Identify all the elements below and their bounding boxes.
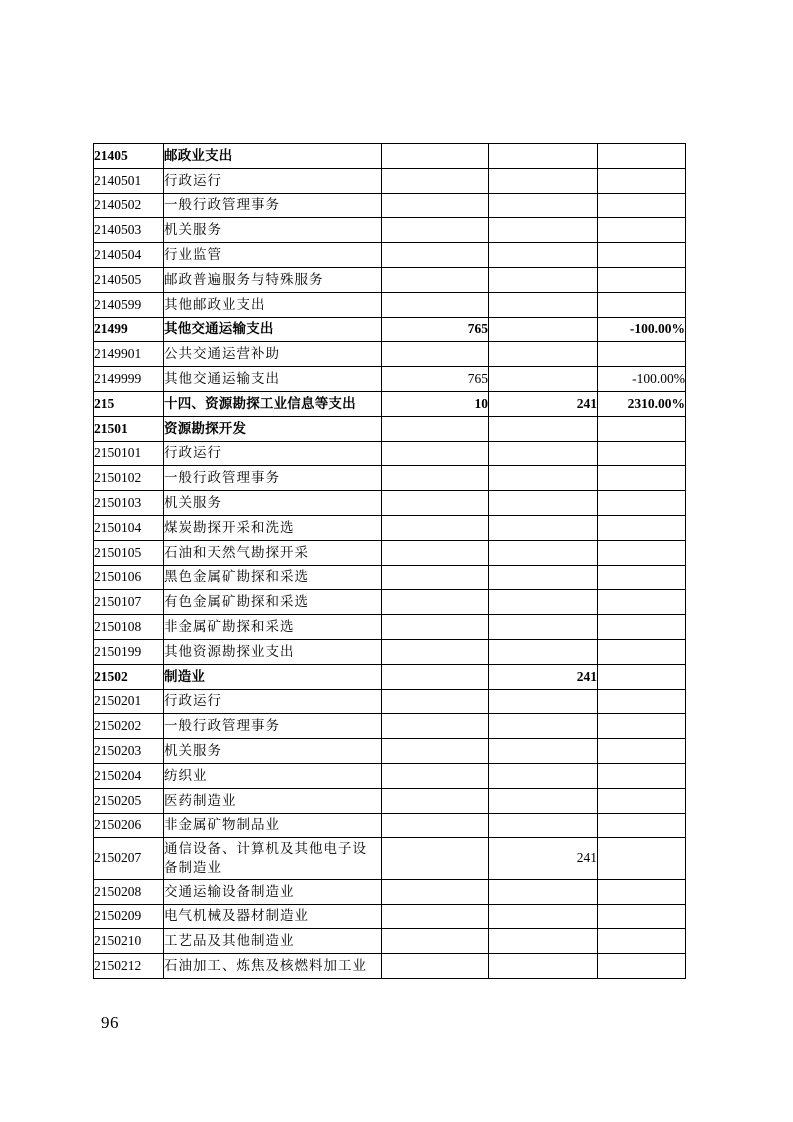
- change-pct-cell: [598, 615, 686, 640]
- name-cell: 非金属矿物制品业: [164, 813, 382, 838]
- change-pct-cell: [598, 243, 686, 268]
- table-row: [94, 664, 686, 689]
- name-cell: 行业监管: [164, 243, 382, 268]
- amount-curr-cell: [489, 193, 598, 218]
- change-pct-cell: [598, 813, 686, 838]
- amount-prev-cell: [382, 144, 489, 169]
- table-row: [94, 540, 686, 565]
- table-row: [94, 491, 686, 516]
- amount-curr-cell: [489, 714, 598, 739]
- name-cell: 行政运行: [164, 689, 382, 714]
- amount-curr-cell: [489, 515, 598, 540]
- name-cell: 一般行政管理事务: [164, 466, 382, 491]
- name-cell: 行政运行: [164, 441, 382, 466]
- change-pct-cell: [598, 540, 686, 565]
- code-cell: 2140505: [94, 267, 164, 292]
- code-cell: 2140501: [94, 168, 164, 193]
- name-cell: 其他资源勘探业支出: [164, 639, 382, 664]
- code-cell: 21502: [94, 664, 164, 689]
- table-row: [94, 714, 686, 739]
- amount-curr-cell: [489, 342, 598, 367]
- code-cell: 2150108: [94, 615, 164, 640]
- change-pct-cell: [598, 639, 686, 664]
- table-row: [94, 292, 686, 317]
- code-cell: 2150202: [94, 714, 164, 739]
- table-row: [94, 739, 686, 764]
- code-cell: 2140504: [94, 243, 164, 268]
- code-cell: 21405: [94, 144, 164, 169]
- amount-curr-cell: [489, 416, 598, 441]
- change-pct-cell: 2310.00%: [598, 391, 686, 416]
- code-cell: 2150210: [94, 929, 164, 954]
- name-cell: 公共交通运营补助: [164, 342, 382, 367]
- amount-prev-cell: [382, 813, 489, 838]
- amount-prev-cell: [382, 441, 489, 466]
- code-cell: 2150199: [94, 639, 164, 664]
- amount-prev-cell: [382, 267, 489, 292]
- table-row: [94, 416, 686, 441]
- table-row: [94, 515, 686, 540]
- amount-curr-cell: [489, 615, 598, 640]
- name-cell: 石油加工、炼焦及核燃料加工业: [164, 954, 382, 979]
- amount-prev-cell: [382, 639, 489, 664]
- table-row: [94, 342, 686, 367]
- amount-curr-cell: 241: [489, 391, 598, 416]
- amount-prev-cell: [382, 788, 489, 813]
- amount-curr-cell: [489, 540, 598, 565]
- name-cell: 其他邮政业支出: [164, 292, 382, 317]
- amount-curr-cell: [489, 565, 598, 590]
- change-pct-cell: [598, 144, 686, 169]
- change-pct-cell: [598, 664, 686, 689]
- amount-prev-cell: [382, 416, 489, 441]
- amount-curr-cell: [489, 590, 598, 615]
- amount-prev-cell: [382, 689, 489, 714]
- amount-curr-cell: [489, 739, 598, 764]
- change-pct-cell: [598, 763, 686, 788]
- table-row: [94, 954, 686, 979]
- change-pct-cell: [598, 441, 686, 466]
- code-cell: 2149901: [94, 342, 164, 367]
- amount-curr-cell: [489, 813, 598, 838]
- amount-prev-cell: [382, 929, 489, 954]
- amount-prev-cell: [382, 739, 489, 764]
- name-cell: 资源勘探开发: [164, 416, 382, 441]
- change-pct-cell: [598, 491, 686, 516]
- amount-curr-cell: [489, 954, 598, 979]
- code-cell: 2150207: [94, 838, 164, 880]
- name-cell: 交通运输设备制造业: [164, 879, 382, 904]
- table-row: [94, 441, 686, 466]
- change-pct-cell: [598, 515, 686, 540]
- change-pct-cell: [598, 954, 686, 979]
- amount-curr-cell: [489, 466, 598, 491]
- amount-prev-cell: [382, 540, 489, 565]
- change-pct-cell: [598, 904, 686, 929]
- amount-curr-cell: [489, 929, 598, 954]
- amount-curr-cell: 241: [489, 664, 598, 689]
- change-pct-cell: [598, 416, 686, 441]
- amount-curr-cell: [489, 788, 598, 813]
- change-pct-cell: [598, 218, 686, 243]
- change-pct-cell: [598, 689, 686, 714]
- amount-prev-cell: [382, 168, 489, 193]
- code-cell: 2150103: [94, 491, 164, 516]
- amount-curr-cell: [489, 904, 598, 929]
- table-row: [94, 904, 686, 929]
- code-cell: 2140503: [94, 218, 164, 243]
- amount-curr-cell: [489, 367, 598, 392]
- table-row: [94, 813, 686, 838]
- code-cell: 2140599: [94, 292, 164, 317]
- table-row: [94, 615, 686, 640]
- change-pct-cell: [598, 565, 686, 590]
- name-cell: 非金属矿勘探和采选: [164, 615, 382, 640]
- code-cell: 2150212: [94, 954, 164, 979]
- code-cell: 2150105: [94, 540, 164, 565]
- code-cell: 2150206: [94, 813, 164, 838]
- code-cell: 21499: [94, 317, 164, 342]
- table-row: [94, 193, 686, 218]
- code-cell: 2140502: [94, 193, 164, 218]
- amount-curr-cell: [489, 267, 598, 292]
- name-cell: 机关服务: [164, 218, 382, 243]
- name-cell: 医药制造业: [164, 788, 382, 813]
- code-cell: 2150204: [94, 763, 164, 788]
- change-pct-cell: [598, 879, 686, 904]
- amount-curr-cell: [489, 491, 598, 516]
- table-row: [94, 466, 686, 491]
- amount-curr-cell: [489, 441, 598, 466]
- amount-prev-cell: 765: [382, 367, 489, 392]
- name-cell: 邮政业支出: [164, 144, 382, 169]
- table-row: [94, 788, 686, 813]
- amount-prev-cell: [382, 838, 489, 880]
- code-cell: 2150205: [94, 788, 164, 813]
- change-pct-cell: [598, 838, 686, 880]
- amount-prev-cell: [382, 615, 489, 640]
- code-cell: 2150106: [94, 565, 164, 590]
- code-cell: 2150208: [94, 879, 164, 904]
- amount-curr-cell: [489, 317, 598, 342]
- table-row: [94, 267, 686, 292]
- table-row: [94, 317, 686, 342]
- change-pct-cell: [598, 342, 686, 367]
- amount-curr-cell: [489, 689, 598, 714]
- amount-prev-cell: [382, 565, 489, 590]
- amount-prev-cell: [382, 714, 489, 739]
- amount-curr-cell: [489, 218, 598, 243]
- amount-prev-cell: [382, 466, 489, 491]
- amount-curr-cell: [489, 292, 598, 317]
- amount-prev-cell: [382, 515, 489, 540]
- name-cell: 黑色金属矿勘探和采选: [164, 565, 382, 590]
- table-row: [94, 218, 686, 243]
- name-cell: 邮政普遍服务与特殊服务: [164, 267, 382, 292]
- code-cell: 2149999: [94, 367, 164, 392]
- table-row: [94, 763, 686, 788]
- change-pct-cell: [598, 466, 686, 491]
- table-row: [94, 243, 686, 268]
- table-row: [94, 689, 686, 714]
- code-cell: 2150209: [94, 904, 164, 929]
- change-pct-cell: [598, 739, 686, 764]
- budget-table: [93, 143, 686, 979]
- amount-prev-cell: [382, 590, 489, 615]
- amount-curr-cell: [489, 168, 598, 193]
- name-cell: 有色金属矿勘探和采选: [164, 590, 382, 615]
- change-pct-cell: [598, 292, 686, 317]
- table-row: [94, 639, 686, 664]
- name-cell: 一般行政管理事务: [164, 193, 382, 218]
- amount-prev-cell: [382, 491, 489, 516]
- table-row: [94, 391, 686, 416]
- code-cell: 2150107: [94, 590, 164, 615]
- code-cell: 2150101: [94, 441, 164, 466]
- table-row: [94, 929, 686, 954]
- amount-prev-cell: [382, 292, 489, 317]
- amount-prev-cell: [382, 763, 489, 788]
- name-cell: 其他交通运输支出: [164, 317, 382, 342]
- code-cell: 2150201: [94, 689, 164, 714]
- name-cell: 机关服务: [164, 491, 382, 516]
- amount-curr-cell: 241: [489, 838, 598, 880]
- table-row: [94, 168, 686, 193]
- change-pct-cell: [598, 788, 686, 813]
- amount-curr-cell: [489, 144, 598, 169]
- change-pct-cell: [598, 193, 686, 218]
- change-pct-cell: -100.00%: [598, 317, 686, 342]
- name-cell: 石油和天然气勘探开采: [164, 540, 382, 565]
- name-cell: 纺织业: [164, 763, 382, 788]
- code-cell: 2150102: [94, 466, 164, 491]
- amount-prev-cell: 765: [382, 317, 489, 342]
- table-row: [94, 144, 686, 169]
- amount-prev-cell: [382, 954, 489, 979]
- budget-table-container: [93, 143, 686, 979]
- amount-curr-cell: [489, 639, 598, 664]
- change-pct-cell: [598, 929, 686, 954]
- code-cell: 21501: [94, 416, 164, 441]
- name-cell: 制造业: [164, 664, 382, 689]
- amount-prev-cell: [382, 879, 489, 904]
- change-pct-cell: [598, 168, 686, 193]
- name-cell: 电气机械及器材制造业: [164, 904, 382, 929]
- table-row: [94, 565, 686, 590]
- name-cell: 煤炭勘探开采和洗选: [164, 515, 382, 540]
- amount-prev-cell: [382, 218, 489, 243]
- name-cell: 行政运行: [164, 168, 382, 193]
- table-row: [94, 879, 686, 904]
- change-pct-cell: [598, 590, 686, 615]
- amount-prev-cell: [382, 904, 489, 929]
- amount-curr-cell: [489, 763, 598, 788]
- amount-prev-cell: [382, 342, 489, 367]
- name-cell: 其他交通运输支出: [164, 367, 382, 392]
- amount-prev-cell: 10: [382, 391, 489, 416]
- name-cell: 机关服务: [164, 739, 382, 764]
- change-pct-cell: -100.00%: [598, 367, 686, 392]
- change-pct-cell: [598, 714, 686, 739]
- name-cell: 通信设备、计算机及其他电子设备制造业: [164, 838, 382, 880]
- amount-curr-cell: [489, 243, 598, 268]
- name-cell: 工艺品及其他制造业: [164, 929, 382, 954]
- amount-prev-cell: [382, 664, 489, 689]
- name-cell: 十四、资源勘探工业信息等支出: [164, 391, 382, 416]
- change-pct-cell: [598, 267, 686, 292]
- page-number: 96: [101, 1013, 119, 1032]
- code-cell: 2150203: [94, 739, 164, 764]
- table-row: [94, 367, 686, 392]
- amount-curr-cell: [489, 879, 598, 904]
- table-row: [94, 838, 686, 880]
- table-row: [94, 590, 686, 615]
- amount-prev-cell: [382, 193, 489, 218]
- code-cell: 2150104: [94, 515, 164, 540]
- name-cell: 一般行政管理事务: [164, 714, 382, 739]
- amount-prev-cell: [382, 243, 489, 268]
- code-cell: 215: [94, 391, 164, 416]
